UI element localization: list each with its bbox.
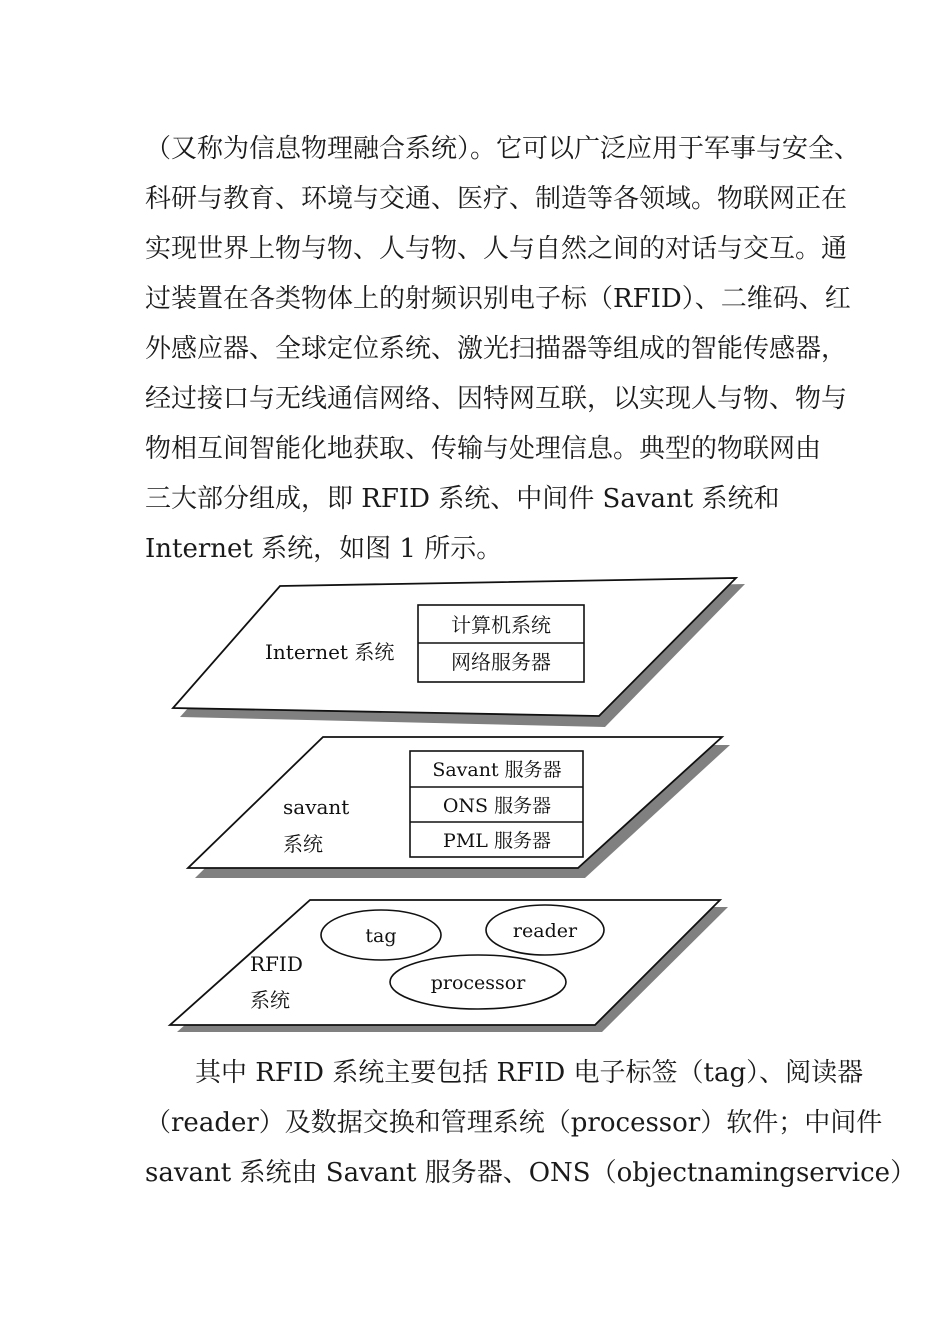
text-line: （reader）及数据交换和管理系统（processor）软件；中间件 (145, 1108, 883, 1138)
body-paragraph-1 (145, 124, 861, 574)
network-server-box: 网络服务器 (451, 650, 551, 674)
internet-layer-label: Internet 系统 (265, 640, 395, 664)
ons-server-box: ONS 服务器 (442, 795, 552, 817)
text-line: 实现世界上物与物、人与物、人与自然之间的对话与交互。通 (145, 234, 848, 264)
text-line: 三大部分组成，即 RFID 系统、中间件 Savant 系统和 (145, 484, 780, 514)
text-line: （又称为信息物理融合系统）。它可以广泛应用于军事与安全、 (145, 134, 861, 164)
text-line: 外感应器、全球定位系统、激光扫描器等组成的智能传感器， (145, 334, 848, 364)
internet-layer (173, 578, 745, 727)
text-line: 过装置在各类物体上的射频识别电子标（RFID）、二维码、红 (145, 284, 851, 314)
processor-label: processor (430, 972, 526, 994)
rfid-layer-label-1: RFID (250, 952, 303, 976)
body-paragraph-2 (145, 1048, 917, 1198)
savant-server-box: Savant 服务器 (432, 759, 562, 781)
text-line: 科研与教育、环境与交通、医疗、制造等各领域。物联网正在 (145, 184, 848, 214)
savant-layer-label-1: savant (283, 795, 350, 819)
tag-label: tag (365, 925, 397, 947)
text-line: 其中 RFID 系统主要包括 RFID 电子标签（tag）、阅读器 (195, 1058, 864, 1088)
rfid-layer-label-2: 系统 (250, 988, 290, 1012)
rfid-layer (170, 900, 728, 1032)
iot-architecture-figure (140, 570, 760, 1040)
text-line: Internet 系统，如图 1 所示。 (145, 534, 503, 564)
computer-system-box: 计算机系统 (451, 613, 551, 637)
reader-label: reader (512, 920, 578, 942)
savant-layer-label-2: 系统 (283, 832, 323, 856)
text-line: 经过接口与无线通信网络、因特网互联，以实现人与物、物与 (145, 384, 848, 414)
savant-layer (188, 737, 730, 878)
pml-server-box: PML 服务器 (443, 830, 551, 852)
text-line: savant 系统由 Savant 服务器、ONS（objectnamingservice） (145, 1158, 917, 1188)
text-line: 物相互间智能化地获取、传输与处理信息。典型的物联网由 (145, 434, 822, 464)
